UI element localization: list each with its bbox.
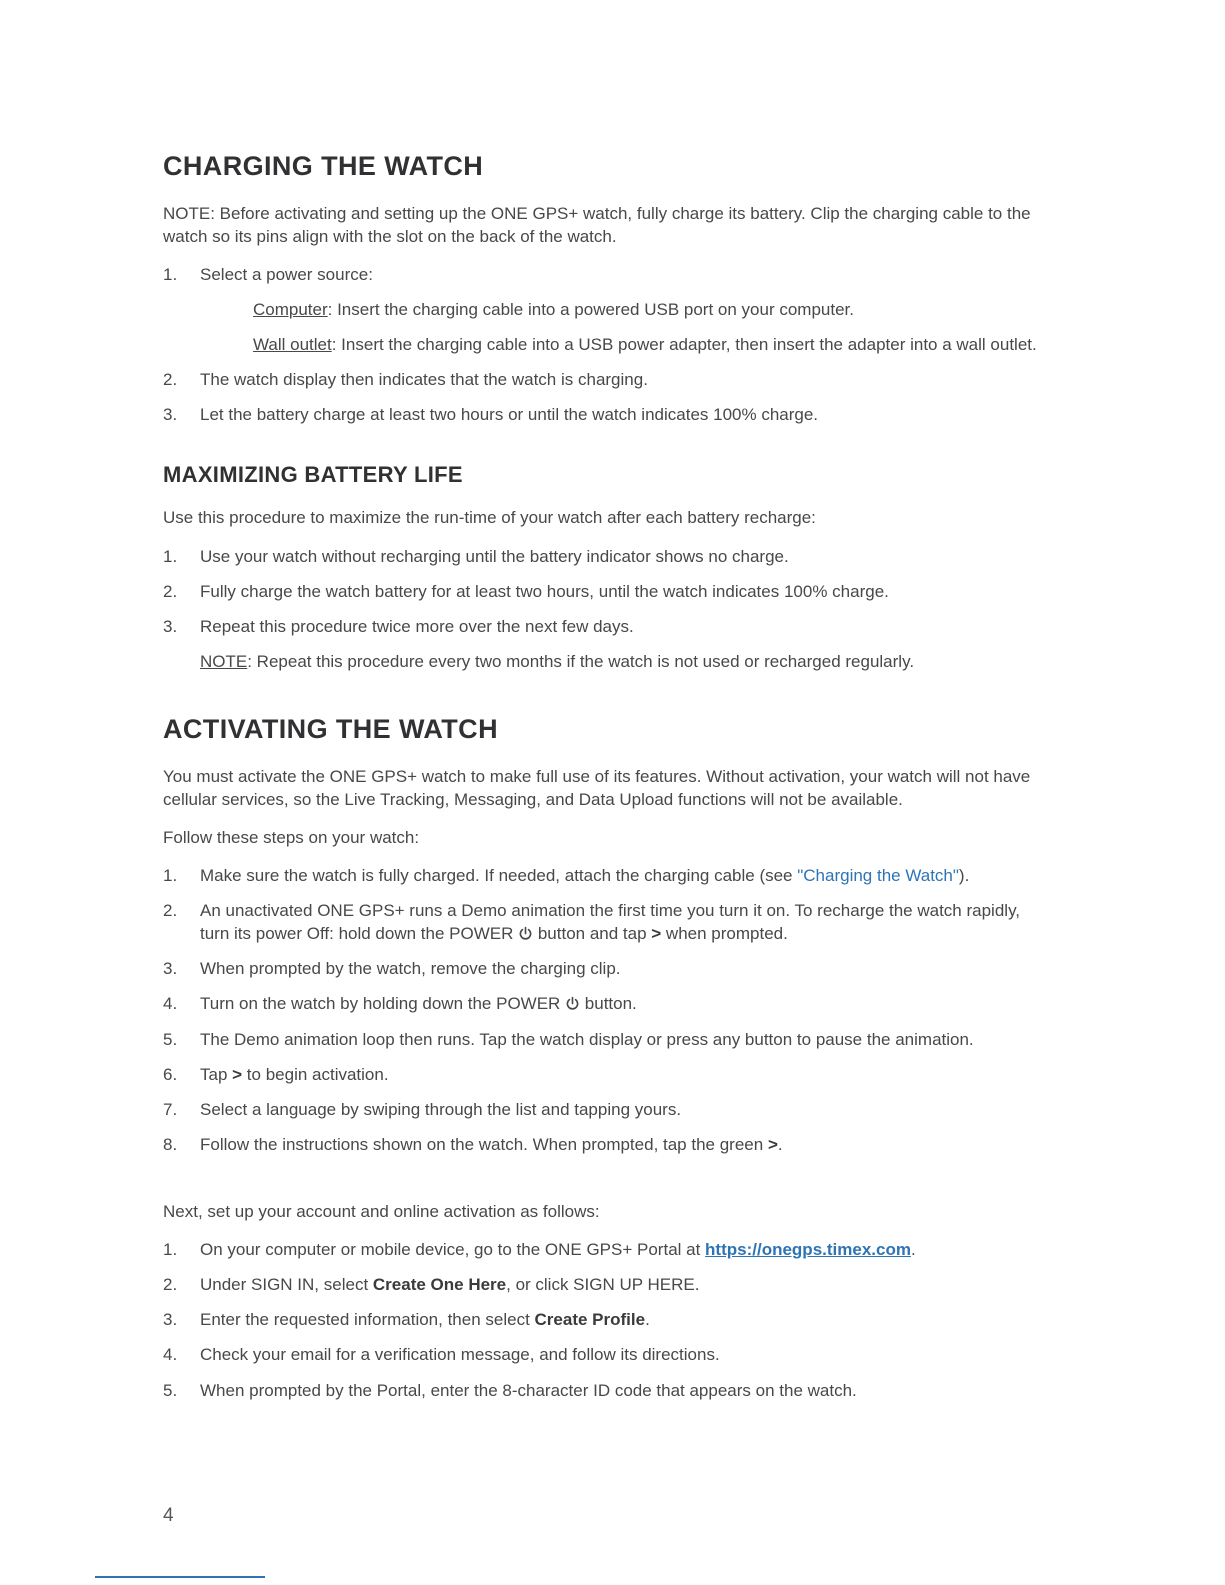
step-text-post: when prompted. xyxy=(661,924,788,944)
sub-item-text: : Insert the charging cable into a powered USB port on your computer. xyxy=(327,300,854,320)
account-lead: Next, set up your account and online activation as follows: xyxy=(163,1201,600,1221)
step-text-post: . xyxy=(910,1240,916,1260)
sub-item-wall-outlet xyxy=(253,333,1045,356)
step-text xyxy=(200,1308,1047,1331)
list-number: 2. xyxy=(163,370,178,390)
note-label: NOTE xyxy=(200,651,248,671)
list-text: Fully charge the watch battery for at least two hours, until the watch indicates 100% charge. xyxy=(200,581,889,601)
list-item xyxy=(163,368,1047,391)
onegps-portal-link[interactable]: https://onegps.timex.com xyxy=(705,1240,911,1260)
step-text-mid: button and tap xyxy=(533,924,652,944)
list-number: 4. xyxy=(163,1345,178,1365)
power-icon xyxy=(565,992,580,1015)
step-text xyxy=(200,1238,1047,1261)
list-number: 6. xyxy=(163,1064,178,1084)
step-text: Select a language by swiping through the list and tapping yours. xyxy=(200,1099,682,1119)
list-number: 5. xyxy=(163,1380,178,1400)
list-number: 1. xyxy=(163,264,178,284)
list-item xyxy=(163,1028,1047,1051)
step-text-post: button. xyxy=(580,994,637,1014)
step-text-pre: Turn on the watch by holding down the POWER xyxy=(200,994,566,1014)
sub-item-text: : Insert the charging cable into a USB power adapter, then insert the adapter into a wall outlet. xyxy=(331,335,1037,355)
step-text xyxy=(200,864,1047,887)
list-item xyxy=(163,957,1047,980)
step-text-bold: > xyxy=(651,924,662,944)
step-text: Check your email for a verification message, and follow its directions. xyxy=(200,1345,720,1365)
section-title-activating: ACTIVATING THE WATCH xyxy=(163,713,498,744)
list-item xyxy=(163,1098,1047,1121)
list-text: Let the battery charge at least two hours or until the watch indicates 100% charge. xyxy=(200,405,819,425)
list-item xyxy=(163,615,1047,638)
step-text-post: , or click SIGN UP HERE. xyxy=(506,1275,700,1295)
step-text-pre: Follow the instructions shown on the watch. When prompted, tap the green xyxy=(200,1134,768,1154)
list-item xyxy=(163,864,1047,887)
list-number: 3. xyxy=(163,616,178,636)
list-number: 3. xyxy=(163,1310,178,1330)
step-text-post: ). xyxy=(958,865,970,885)
list-number: 1. xyxy=(163,546,178,566)
list-item xyxy=(163,1379,1047,1402)
list-number: 3. xyxy=(163,959,178,979)
list-item xyxy=(163,1343,1047,1366)
list-number: 3. xyxy=(163,405,178,425)
step-text-pre: An unactivated ONE GPS+ runs a Demo animation the first time you turn it on. To recharge the watch rapidly, turn its power Off: hold down the POWER xyxy=(200,901,1021,944)
step-text-pre: Under SIGN IN, select xyxy=(200,1275,373,1295)
list-number: 8. xyxy=(163,1134,178,1154)
sub-item-label: Wall outlet xyxy=(253,335,332,355)
sub-item-label: Computer xyxy=(253,300,328,320)
step-text-post: . xyxy=(645,1310,650,1330)
list-number: 5. xyxy=(163,1029,178,1049)
step-text: The Demo animation loop then runs. Tap the watch display or press any button to pause the animation. xyxy=(200,1029,974,1049)
list-text: Use your watch without recharging until the battery indicator shows no charge. xyxy=(200,546,789,566)
step-text-post: to begin activation. xyxy=(242,1064,389,1084)
list-item xyxy=(163,545,1047,568)
step-text xyxy=(200,1273,1047,1296)
page-number: 4 xyxy=(163,1505,174,1526)
list-number: 1. xyxy=(163,1240,178,1260)
step-text: When prompted by the Portal, enter the 8-character ID code that appears on the watch. xyxy=(200,1380,857,1400)
list-number: 1. xyxy=(163,865,178,885)
section-title-charging: CHARGING THE WATCH xyxy=(163,151,484,181)
step-text-bold: > xyxy=(232,1064,243,1084)
step-text-bold: Create One Here xyxy=(372,1275,507,1295)
list-number: 2. xyxy=(163,1275,178,1295)
list-item xyxy=(163,580,1047,603)
battery-intro: Use this procedure to maximize the run-time of your watch after each battery recharge: xyxy=(163,508,816,528)
list-item xyxy=(163,1238,1047,1261)
activating-steps-lead: Follow these steps on your watch: xyxy=(163,827,420,847)
step-text-pre: Make sure the watch is fully charged. If needed, attach the charging cable (see xyxy=(200,865,798,885)
step-text-pre: On your computer or mobile device, go to the ONE GPS+ Portal at xyxy=(200,1240,706,1260)
section-title-battery: MAXIMIZING BATTERY LIFE xyxy=(163,462,463,488)
step-text-pre: Tap xyxy=(200,1064,233,1084)
battery-note xyxy=(200,650,1047,673)
list-item xyxy=(163,263,1047,286)
step-text xyxy=(200,899,1047,945)
step-text xyxy=(200,992,1047,1015)
list-item xyxy=(163,1133,1047,1156)
list-item xyxy=(163,992,1047,1015)
step-text xyxy=(200,1063,1047,1086)
step-text-bold: > xyxy=(767,1134,778,1154)
footer-link-underline xyxy=(95,1576,265,1578)
power-icon xyxy=(518,922,533,945)
list-item xyxy=(163,1063,1047,1086)
step-text-bold: Create Profile xyxy=(534,1310,646,1330)
sub-item-computer xyxy=(253,298,1045,321)
list-number: 2. xyxy=(163,581,178,601)
list-number: 4. xyxy=(163,994,178,1014)
list-item xyxy=(163,1273,1047,1296)
list-text: Repeat this procedure twice more over the next few days. xyxy=(200,616,634,636)
step-text-post: . xyxy=(777,1134,783,1154)
step-text-pre: Enter the requested information, then select xyxy=(200,1310,535,1330)
step-text: When prompted by the watch, remove the charging clip. xyxy=(200,959,621,979)
step-text xyxy=(200,1133,1047,1156)
list-text: The watch display then indicates that the watch is charging. xyxy=(200,370,648,390)
list-item xyxy=(163,403,1047,426)
list-item xyxy=(163,899,1047,945)
list-text: Select a power source: xyxy=(200,264,373,284)
charging-the-watch-link[interactable]: "Charging the Watch" xyxy=(797,865,959,885)
list-item xyxy=(163,1308,1047,1331)
note-text: : Repeat this procedure every two months if the watch is not used or recharged regularly. xyxy=(247,651,915,671)
charging-intro-note: NOTE: Before activating and setting up the ONE GPS+ watch, fully charge its battery. Clip the charging cable to the watch so its pins align with the slot on the back of the watch. xyxy=(163,203,1031,246)
list-number: 2. xyxy=(163,901,178,921)
list-number: 7. xyxy=(163,1099,178,1119)
activating-intro: You must activate the ONE GPS+ watch to make full use of its features. Without activation, your watch will not have cellular services, so the Live Tracking, Messaging, and Data Upload functions will not be available. xyxy=(163,766,1031,809)
